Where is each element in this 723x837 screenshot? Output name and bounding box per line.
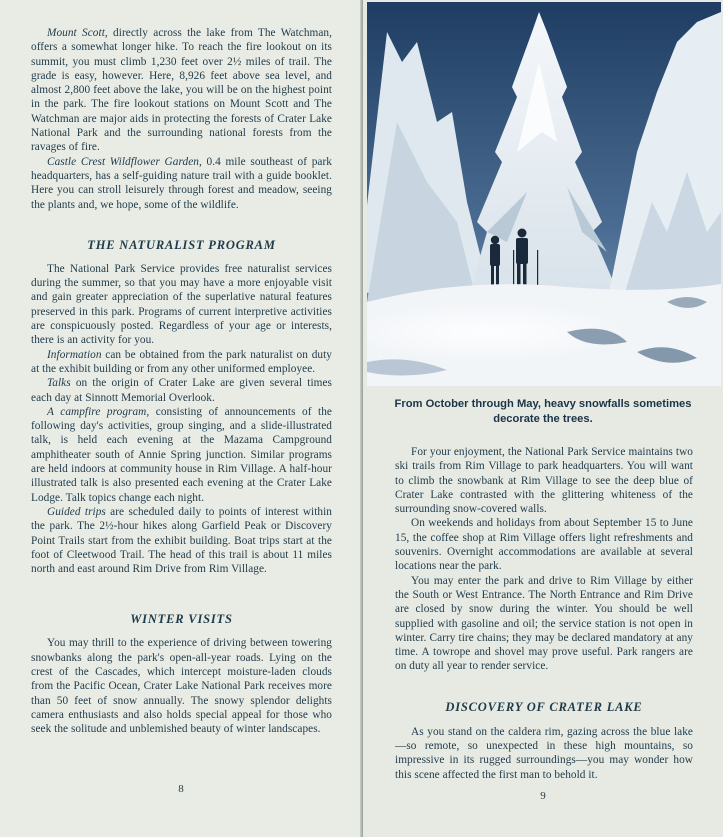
heading-winter-visits: WINTER VISITS xyxy=(130,612,233,627)
photo-caption: From October through May, heavy snowfalls sometimes decorate the trees. xyxy=(394,398,692,425)
paragraph-lead: Guided trips xyxy=(47,505,106,518)
paragraph xyxy=(31,26,332,155)
paragraph-text: directly across the lake from The Watchman, offers a somewhat longer hike. To reach the fire lookout on its summit, you must climb 1,230 feet over 2½ miles of trail. The grade is easy, however. Here, 8,926 feet above sea level, and almost 2,800 feet above the lake, you will be on the highest point in the park. The fire lookout stations on Mount Scott and The Watchman are major aids in protecting the forests of Crater Lake National Park and the surrounding national forests from the ravages of fire. xyxy=(31,27,332,154)
heading-naturalist-program: THE NATURALIST PROGRAM xyxy=(87,237,276,252)
right-section-discovery xyxy=(395,725,693,782)
paragraph-text: You may thrill to the experience of driving between towering snowbanks along the park's open-all-year roads. Lying on the crest of the Cascades, which intercept moisture-laden clouds from the Pacific Ocean, Crater Lake National Park receives more than 50 feet of snow annually. The snowy splendor delights camera enthusiasts and also holds special appeal for those who seek the solitude and unblemished beauty of winter landscapes. xyxy=(31,637,332,736)
paragraph-text: For your enjoyment, the National Park Service maintains two ski trails from Rim Village to park headquarters. You will want to climb the snowbank at Rim Village to see the deep blue of Crater Lake contrasted with the glittering whiteness of the surrounding snow-covered walls. xyxy=(395,446,693,516)
paragraph xyxy=(31,376,332,405)
paragraph-lead: Information xyxy=(47,348,102,361)
paragraph-lead: Talks xyxy=(47,377,71,390)
paragraph-text: can be obtained from the park naturalist on duty at the exhibit building or from any other uniformed employee. xyxy=(31,348,332,375)
photo-illustration xyxy=(367,2,721,386)
paragraph-lead: Mount Scott, xyxy=(47,27,108,39)
right-section-winter-continued xyxy=(395,445,693,674)
snow-trees-photo xyxy=(367,2,721,386)
paragraph-text: on the origin of Crater Lake are given several times each day at Sinnott Memorial Overlook. xyxy=(31,377,332,404)
paragraph-text: 0.4 mile southeast of park headquarters, has a self-guiding nature trail with a guide booklet. Here you can stroll leisurely through forest and meadow, seeing the plants and, we hope, some of the wildlife. xyxy=(31,155,332,211)
left-section-naturalist xyxy=(31,262,332,577)
left-section-winter xyxy=(31,636,332,736)
paragraph-text: consisting of announcements of the following day's activities, group singing, and a slide-illustrated talk, is held each evening at the Mazama Campground amphitheater south of Annie Spring junction. Similar programs are held indoors at community house in Rim Village. A half-hour illustrated talk is also presented each evening at the Crater Lake Lodge. Talk topics change each night. xyxy=(31,405,332,504)
paragraph xyxy=(31,405,332,505)
right-page xyxy=(363,0,723,837)
paragraph xyxy=(395,516,693,573)
paragraph-text: On weekends and holidays from about September 15 to June 15, the coffee shop at Rim Village offers light refreshments and souvenirs. Overnight accommodations are available at several locations near the park. xyxy=(395,517,693,573)
paragraph xyxy=(31,262,332,348)
paragraph-text: The National Park Service provides free naturalist services during the summer, so that you may have a more enjoyable visit and gain greater appreciation of the superlative natural features preserved in this park. Programs of current interpretive activities are conspicuously posted. Regardless of your age or interests, there is an activity for you. xyxy=(31,262,332,347)
paragraph-text: As you stand on the caldera rim, gazing across the blue lake—so remote, so unexpected in these high mountains, so impressive in its rugged surroundings—you may wonder how this scene affected the first man to behold it. xyxy=(395,725,693,781)
paragraph-lead: Castle Crest Wildflower Garden, xyxy=(47,155,202,168)
paragraph xyxy=(31,155,332,212)
right-text-column xyxy=(395,445,693,782)
paragraph xyxy=(395,574,693,674)
paragraph xyxy=(31,636,332,736)
paragraph-text: are scheduled daily to points of interest within the park. The 2½-hour hikes along Garfield Peak or Discovery Point Trails start from the exhibit building. Boat trips start at the foot of Cleetwood Trail. The head of this trail is about 11 miles north and east around Rim Drive from Rim Village. xyxy=(31,505,333,576)
left-section-hikes xyxy=(31,26,332,212)
page-number: 9 xyxy=(540,790,546,802)
paragraph-lead: A campfire program, xyxy=(47,405,150,418)
paragraph xyxy=(31,505,332,576)
paragraph xyxy=(395,725,693,782)
paragraph-text: You may enter the park and drive to Rim Village by either the South or West Entrance. The North Entrance and Rim Drive are closed by snow during the winter. You should be well supplied with gasoline and oil; the service station is not open in winter. Carry tire chains; they may be declared mandatory at any time. A towrope and shovel may prove useful. Park rangers are on duty all year to render service. xyxy=(395,574,693,673)
heading-discovery-of-crater-lake: DISCOVERY OF CRATER LAKE xyxy=(445,699,643,714)
paragraph xyxy=(395,445,693,516)
page-number: 8 xyxy=(178,783,184,795)
paragraph xyxy=(31,348,332,377)
